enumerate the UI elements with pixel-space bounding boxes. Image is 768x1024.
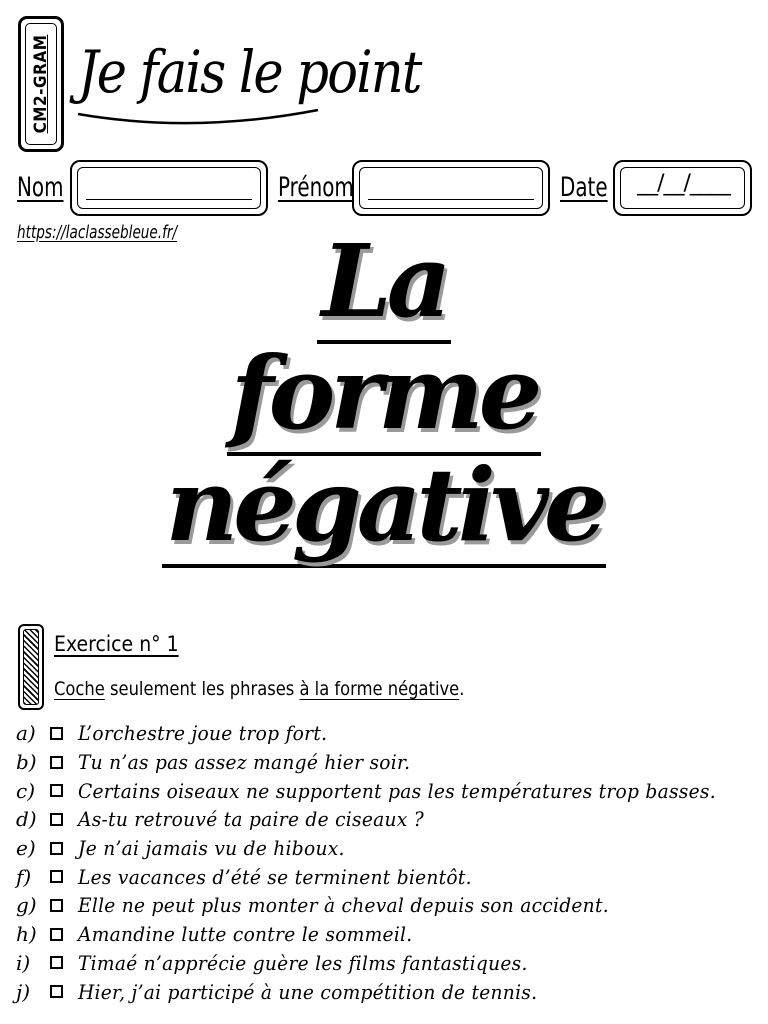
nom-label: Nom	[17, 172, 64, 203]
list-item	[16, 891, 764, 920]
lesson-heading-line	[0, 334, 768, 452]
exercise-instruction	[54, 678, 464, 700]
list-item	[16, 949, 764, 978]
prenom-label: Prénom	[278, 172, 354, 203]
checkbox[interactable]	[50, 813, 63, 826]
checkbox[interactable]	[50, 956, 63, 969]
item-letter: j)	[16, 979, 31, 1004]
item-letter: f)	[16, 864, 32, 889]
item-sentence: Certains oiseaux ne supportent pas les températures trop basses.	[78, 778, 716, 803]
item-letter: h)	[16, 922, 37, 947]
item-letter: d)	[16, 807, 37, 832]
date-placeholder: __/__/____	[637, 171, 730, 196]
checkbox[interactable]	[50, 756, 63, 769]
item-sentence: Amandine lutte contre le sommeil.	[78, 922, 413, 947]
nom-write-line	[86, 199, 252, 200]
checkbox[interactable]	[50, 870, 63, 883]
instruction-middle: seulement les phrases	[104, 678, 300, 700]
item-letter: c)	[16, 778, 36, 803]
item-sentence: Je n’ai jamais vu de hiboux.	[78, 836, 345, 861]
checkbox[interactable]	[50, 842, 63, 855]
list-item	[16, 862, 764, 891]
title-swoosh-decoration	[74, 104, 324, 134]
source-link[interactable]: https://laclassebleue.fr/	[17, 222, 178, 243]
list-item	[16, 805, 764, 834]
exercise-marker-hatching	[23, 629, 39, 705]
lesson-heading-word: négative	[162, 446, 607, 568]
prenom-field[interactable]	[352, 160, 550, 216]
list-item	[16, 977, 764, 1006]
instruction-end: .	[459, 678, 465, 700]
level-tag-text: CM2-GRAM	[31, 34, 51, 134]
nom-field[interactable]	[70, 160, 268, 216]
level-tag	[18, 16, 64, 152]
checkbox[interactable]	[50, 784, 63, 797]
checkbox[interactable]	[50, 928, 63, 941]
page-title: Je fais le point	[78, 38, 421, 106]
list-item	[16, 834, 764, 863]
item-sentence: Les vacances d’été se terminent bientôt.	[78, 864, 472, 889]
list-item	[16, 920, 764, 949]
date-label: Date	[560, 172, 608, 203]
item-sentence: Tu n’as pas assez mangé hier soir.	[78, 750, 411, 775]
exercise-title: Exercice n° 1	[54, 632, 179, 656]
item-letter: i)	[16, 950, 31, 975]
instruction-target: à la forme négative	[299, 678, 460, 700]
instruction-verb: Coche	[54, 678, 105, 700]
nom-field-frame	[77, 167, 261, 209]
checkbox[interactable]	[50, 727, 63, 740]
sentence-list	[16, 719, 764, 1006]
exercise-marker	[18, 624, 44, 710]
lesson-heading-line	[0, 446, 768, 564]
item-sentence: L’orchestre joue trop fort.	[78, 721, 328, 746]
list-item	[16, 776, 764, 805]
item-sentence: Timaé n’apprécie guère les films fantastiques.	[78, 950, 528, 975]
item-sentence: As-tu retrouvé ta paire de ciseaux ?	[78, 807, 424, 832]
list-item	[16, 748, 764, 777]
lesson-heading-word: La	[317, 222, 450, 344]
item-letter: g)	[16, 893, 37, 918]
list-item	[16, 719, 764, 748]
prenom-write-line	[368, 199, 534, 200]
lesson-heading-line	[0, 222, 768, 340]
item-letter: e)	[16, 836, 36, 861]
checkbox[interactable]	[50, 899, 63, 912]
prenom-field-frame	[359, 167, 543, 209]
item-sentence: Hier, j’ai participé à une compétition de tennis.	[78, 979, 538, 1004]
checkbox[interactable]	[50, 985, 63, 998]
item-letter: a)	[16, 721, 36, 746]
item-sentence: Elle ne peut plus monter à cheval depuis son accident.	[78, 893, 609, 918]
lesson-heading-word: forme	[227, 334, 542, 456]
date-field[interactable]	[613, 160, 752, 216]
item-letter: b)	[16, 750, 37, 775]
lesson-heading	[0, 222, 768, 564]
